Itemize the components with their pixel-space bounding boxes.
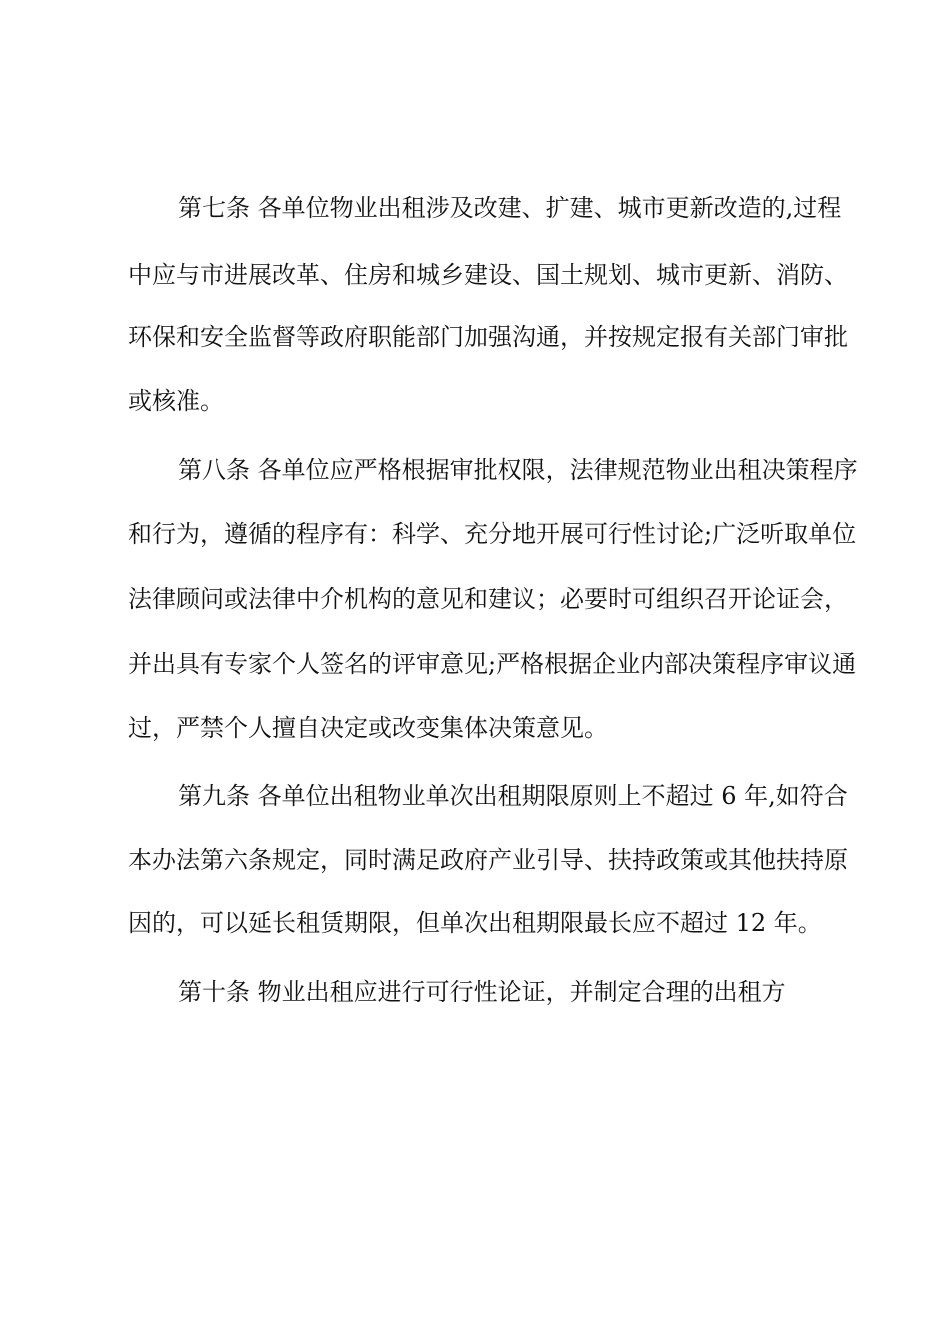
text-line: 或核准。	[128, 387, 224, 415]
article-8-line-3	[0, 579, 950, 619]
article-10-line-1	[0, 972, 950, 1012]
article-7-line-4	[0, 381, 950, 421]
text-line: 第九条 各单位出租物业单次出租期限原则上不超过 6 年,如符合	[178, 782, 848, 810]
text-line: 第十条 物业出租应进行可行性论证，并制定合理的出租方	[178, 978, 786, 1006]
article-8-line-5	[0, 708, 950, 748]
article-7-line-2	[0, 255, 950, 295]
article-8-line-1	[0, 450, 950, 490]
article-7-line-1	[0, 188, 950, 228]
text-line: 第七条 各单位物业出租涉及改建、扩建、城市更新改造的,过程	[178, 194, 842, 222]
article-8-line-2	[0, 514, 950, 554]
text-line: 中应与市进展改革、住房和城乡建设、国土规划、城市更新、消防、	[128, 261, 848, 289]
text-line: 环保和安全监督等政府职能部门加强沟通，并按规定报有关部门审批	[128, 323, 848, 351]
text-line: 过，严禁个人擅自决定或改变集体决策意见。	[128, 714, 608, 742]
article-9-line-1	[0, 776, 950, 816]
text-line: 和行为，遵循的程序有：科学、充分地开展可行性讨论;广泛听取单位	[128, 520, 857, 548]
article-7-line-3	[0, 317, 950, 357]
article-8-line-4	[0, 644, 950, 684]
text-line: 并出具有专家个人签名的评审意见;严格根据企业内部决策程序审议通	[128, 650, 857, 678]
text-line: 因的，可以延长租赁期限，但单次出租期限最长应不超过 12 年。	[128, 909, 822, 937]
article-9-line-2	[0, 840, 950, 880]
text-line: 第八条 各单位应严格根据审批权限，法律规范物业出租决策程序	[178, 456, 858, 484]
article-9-line-3	[0, 903, 950, 943]
text-line: 本办法第六条规定，同时满足政府产业引导、扶持政策或其他扶持原	[128, 846, 848, 874]
text-line: 法律顾问或法律中介机构的意见和建议；必要时可组织召开论证会，	[128, 585, 848, 613]
